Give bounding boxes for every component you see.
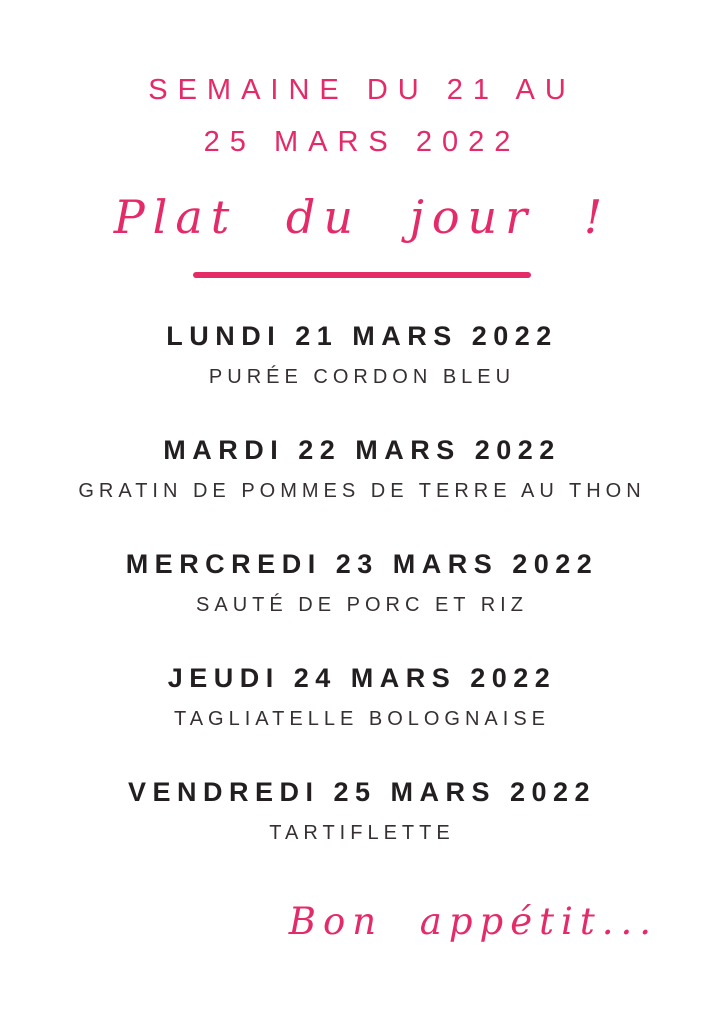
day-header: JEUDI 24 MARS 2022 — [167, 663, 557, 693]
plat-du-jour-title: Plat du jour ! — [113, 190, 611, 244]
accent-divider — [193, 272, 531, 278]
day-header: MARDI 22 MARS 2022 — [163, 435, 561, 465]
day-section-tuesday — [0, 434, 724, 503]
dish-name: SAUTÉ DE PORC ET RIZ — [196, 594, 528, 616]
dish-name: TARTIFLETTE — [269, 822, 455, 844]
bon-appetit-text: Bon appétit... — [288, 900, 658, 943]
day-section-friday — [0, 776, 724, 845]
week-title — [0, 64, 724, 168]
poster-footer — [0, 897, 724, 947]
day-section-wednesday — [0, 548, 724, 617]
week-title-line2: 25 MARS 2022 — [203, 126, 521, 158]
day-header: MERCREDI 23 MARS 2022 — [125, 549, 599, 579]
week-menu — [0, 320, 724, 845]
day-header: VENDREDI 25 MARS 2022 — [127, 777, 597, 807]
dish-name: TAGLIATELLE BOLOGNAISE — [173, 708, 550, 730]
poster-header — [0, 0, 724, 278]
week-title-line1: SEMAINE DU 21 AU — [148, 74, 576, 106]
dish-name: GRATIN DE POMMES DE TERRE AU THON — [78, 480, 646, 502]
day-section-monday — [0, 320, 724, 389]
day-header: LUNDI 21 MARS 2022 — [166, 321, 558, 351]
dish-name: PURÉE CORDON BLEU — [208, 366, 516, 388]
day-section-thursday — [0, 662, 724, 731]
